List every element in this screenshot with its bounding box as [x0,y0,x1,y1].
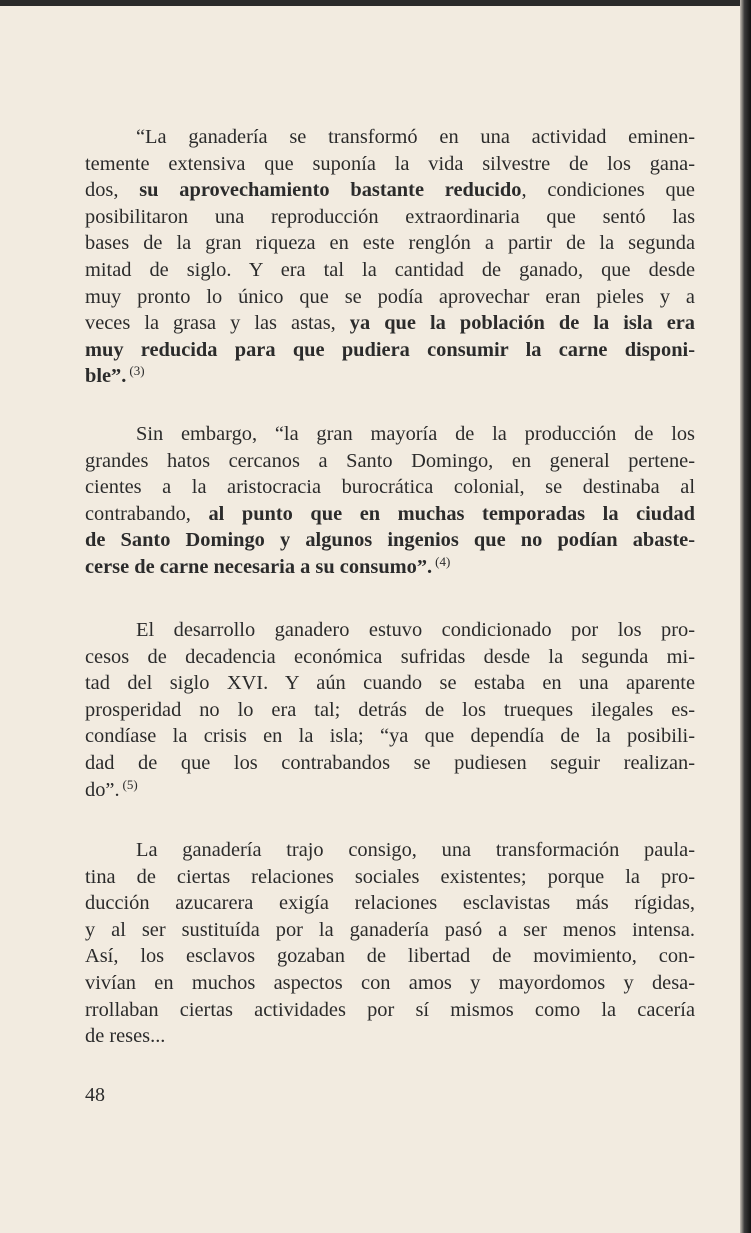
text-run: cientes a la aristocracia burocrática colonial, se destinaba al [85,476,695,499]
text-run: de reses... [85,1025,166,1048]
text-line [85,257,695,284]
paragraph-2 [85,421,695,581]
text-line [85,421,695,448]
text-line [85,448,695,475]
bold-text-run: muy reducida para que pudiera consumir la carne disponi- [85,338,695,361]
text-line [85,177,695,204]
text-run: dos, [85,179,140,202]
text-line [85,204,695,231]
text-run: Sin embargo, “la gran mayoría de la producción de los [136,423,695,445]
text-run: tina de ciertas relaciones sociales existentes; porque la pro- [85,865,695,888]
text-run: prosperidad no lo era tal; detrás de los trueques ilegales es- [85,698,695,721]
text-run: El desarrollo ganadero estuvo condicionado por los pro- [136,619,695,641]
text-line [85,363,695,390]
text-run: “La ganadería se transformó en una actividad eminen- [136,126,695,148]
bold-text-run: cerse de carne necesaria a su consumo”. [85,555,433,578]
text-run: vivían en muchos aspectos con amos y mayordomos y desa- [85,971,695,994]
text-run: rrollaban ciertas actividades por sí mismos como la cacería [85,998,695,1021]
text-run: temente extensiva que suponía la vida silvestre de los gana- [85,152,695,175]
text-run: grandes hatos cercanos a Santo Domingo, en general pertene- [85,449,695,472]
text-line [85,970,695,997]
text-run: contrabando, [85,502,209,525]
text-line [85,554,695,581]
text-line [85,474,695,501]
text-run: veces la grasa y las astas, [85,312,350,335]
text-line [85,777,695,804]
text-run: mitad de siglo. Y era tal la cantidad de ganado, que desde [85,258,695,281]
text-line [85,1023,695,1050]
text-run: posibilitaron una reproducción extraordinaria que sentó las [85,205,695,228]
text-run: , condiciones que [521,179,695,202]
footnote-ref: (5) [122,776,138,792]
text-run: cesos de decadencia económica sufridas desde la segunda mi- [85,645,695,668]
text-line [85,527,695,554]
text-line [85,864,695,891]
text-line [85,230,695,257]
paragraph-4 [85,837,695,1050]
text-run: condíase la crisis en la isla; “ya que dependía de la posibili- [85,725,695,748]
text-run: La ganadería trajo consigo, una transformación paula- [136,839,695,861]
text-run: ducción azucarera exigía relaciones esclavistas más rígidas, [85,892,695,915]
text-line [85,617,695,644]
text-line [85,124,695,151]
text-line [85,837,695,864]
text-line [85,697,695,724]
text-line [85,284,695,311]
bold-text-run: su aprovechamiento bastante reducido [139,179,522,202]
text-line [85,723,695,750]
bold-text-run: de Santo Domingo y algunos ingenios que no podían abaste- [85,529,695,552]
text-run: bases de la gran riqueza en este renglón a partir de la segunda [85,232,695,255]
text-run: dad de que los contrabandos se pudiesen seguir realizan- [85,751,695,774]
text-line [85,337,695,364]
bold-text-run: ble”. [85,365,127,388]
text-run: y al ser sustituída por la ganadería pasó a ser menos intensa. [85,918,695,941]
text-line [85,943,695,970]
paragraph-1 [85,124,695,390]
text-line [85,917,695,944]
text-run: do”. [85,778,120,801]
paragraph-3 [85,617,695,803]
text-line [85,644,695,671]
text-line [85,890,695,917]
text-line [85,750,695,777]
page-number: 48 [85,1084,105,1106]
text-line [85,310,695,337]
text-line [85,151,695,178]
text-line [85,997,695,1024]
text-run: Así, los esclavos gozaban de libertad de movimiento, con- [85,945,695,968]
text-run: muy pronto lo único que se podía aprovechar eran pieles y a [85,285,695,308]
footnote-ref: (3) [129,363,145,379]
text-line [85,670,695,697]
text-line [85,501,695,528]
text-run: tad del siglo XVI. Y aún cuando se estaba en una aparente [85,672,695,695]
bold-text-run: al punto que en muchas temporadas la ciudad [208,502,695,525]
page-edge-shadow [740,0,751,1233]
bold-text-run: ya que la población de la isla era [349,312,695,335]
footnote-ref: (4) [435,553,451,569]
